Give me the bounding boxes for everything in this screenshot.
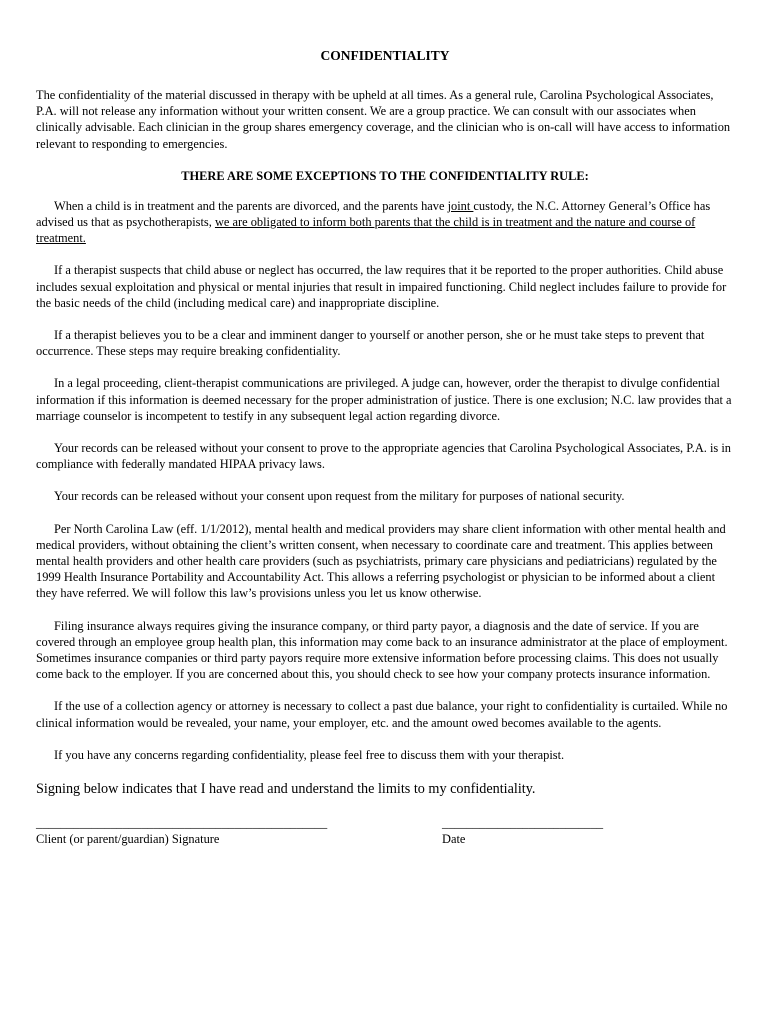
custody-text-2: custody, the N.C. Attorney General’s Office has advised us that as psychotherapists,: [36, 198, 711, 230]
exceptions-heading: THERE ARE SOME EXCEPTIONS TO THE CONFIDENTIALITY RULE:: [181, 168, 589, 183]
danger-paragraph: If a therapist believes you to be a clear and imminent danger to yourself or another person, she or he must take steps to prevent that occurrence. These steps may require breaking confidentiality.: [36, 328, 705, 359]
signing-statement: Signing below indicates that I have read and understand the limits to my confidentiality.: [36, 781, 536, 798]
signature-row: [36, 816, 734, 850]
nc-law-paragraph: Per North Carolina Law (eff. 1/1/2012), mental health and medical providers may share client information with other mental health and medical providers, without obtaining the client’s written consent, when necessary to coordinate care and treatment. This applies between mental health providers and other health care providers (such as psychiatrists, primary care physicians and pediatricians) regulated by the 1999 Health Insurance Portability and Accountability Act. This allows a referring psychologist or physician to be informed about a client they have referred. We will follow this law’s provisions unless you let us know otherwise.: [36, 521, 726, 601]
document-title: CONFIDENTIALITY: [320, 48, 450, 63]
hipaa-paragraph: Your records can be released without your consent to prove to the appropriate agencies that Carolina Psychological Associates, P.A. is in compliance with federally mandated HIPAA privacy laws.: [36, 441, 731, 472]
concerns-paragraph: If you have any concerns regarding confidentiality, please feel free to discuss them with your therapist.: [54, 747, 565, 762]
custody-joint-underlined: joint: [447, 198, 474, 213]
legal-paragraph: In a legal proceeding, client-therapist communications are privileged. A judge can, however, order the therapist to divulge confidential information if this information is deemed necessary for the proper administration of justice. There is one exclusion; N.C. law provides that a marriage counselor is incompetent to testify in any subsequent legal action regarding divorce.: [36, 376, 732, 423]
military-paragraph: Your records can be released without your consent upon request from the military for purposes of national security.: [54, 489, 625, 504]
insurance-paragraph: Filing insurance always requires giving the insurance company, or third party payor, a diagnosis and the date of service. If you are covered through an employee group health plan, this information may come back to an insurance administrator at the place of employment. Sometimes insurance companies or third party payors require more extensive information before processing claims. This does not usually come back to the employer. If you are concerned about this, you should check to see how your company protects insurance information.: [36, 618, 728, 682]
confidentiality-document: [36, 48, 734, 850]
signature-line[interactable]: _______________________________________________: [36, 816, 328, 831]
custody-obligation-underlined: we are obligated to inform both parents that the child is in treatment and the nature and course of treatment.: [36, 215, 696, 246]
date-label: Date: [442, 832, 466, 847]
custody-paragraph: [36, 198, 734, 247]
abuse-paragraph: If a therapist suspects that child abuse or neglect has occurred, the law requires that it be reported to the proper authorities. Child abuse includes sexual exploitation and physical or mental injuries that result in impaired functioning. Child neglect includes failure to provide for the basic needs of the child (including medical care) and inappropriate discipline.: [36, 263, 727, 310]
custody-text-1: When a child is in treatment and the parents are divorced, and the parents have: [54, 198, 448, 213]
date-line[interactable]: __________________________: [442, 816, 604, 831]
signature-label: Client (or parent/guardian) Signature: [36, 832, 220, 847]
intro-paragraph: The confidentiality of the material discussed in therapy with be upheld at all times. As a general rule, Carolina Psychological Associates, P.A. will not release any information without your written consent. We are a group practice. We can consult with our associates when clinically advisable. Each clinician in the group shares emergency coverage, and the clinician who is on-call will have access to information relevant to responding to emergencies.: [36, 88, 731, 151]
collection-paragraph: If the use of a collection agency or attorney is necessary to collect a past due balance, your right to confidentiality is curtailed. While no clinical information would be revealed, your name, your employer, etc. and the amount owed becomes available to the agents.: [36, 699, 728, 730]
